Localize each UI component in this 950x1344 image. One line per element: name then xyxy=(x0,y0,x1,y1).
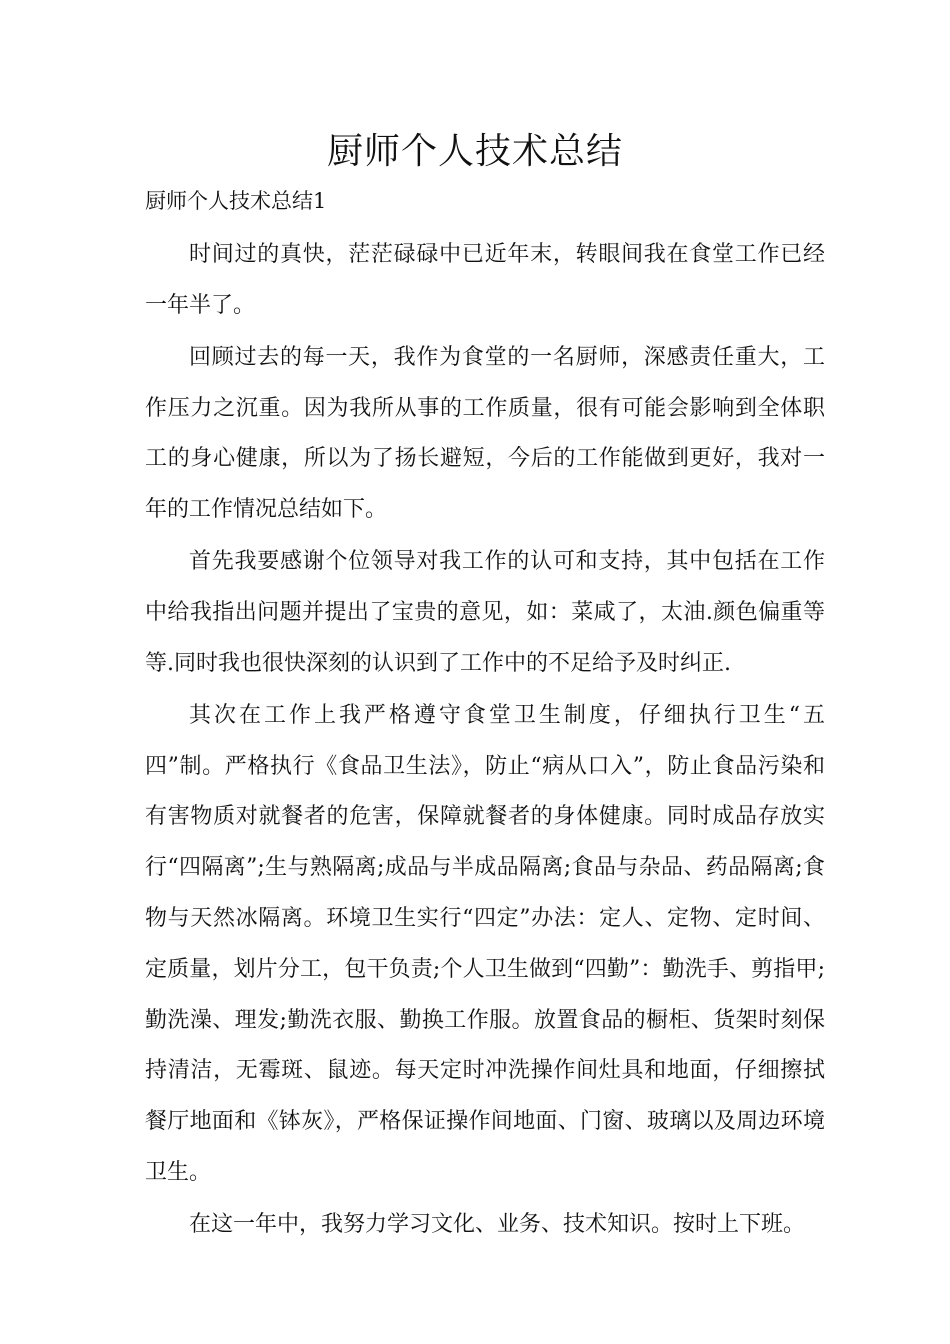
paragraph: 回顾过去的每一天，我作为食堂的一名厨师，深感责任重大，工作压力之沉重。因为我所从事的工作质量，很有可能会影响到全体职工的身心健康，所以为了扬长避短，今后的工作能做到更好，我对一年的工作情况总结如下。 xyxy=(145,344,825,523)
paragraph: 首先我要感谢个位领导对我工作的认可和支持，其中包括在工作中给我指出问题并提出了宝贵的意见，如：菜咸了，太油.颜色偏重等等.同时我也很快深刻的认识到了工作中的不足给予及时纠正. xyxy=(145,549,825,676)
document-title: 厨师个人技术总结 xyxy=(326,131,623,172)
paragraph: 在这一年中，我努力学习文化、业务、技术知识。按时上下班。 xyxy=(189,1211,806,1237)
paragraph: 其次在工作上我严格遵守食堂卫生制度，仔细执行卫生“五四”制。严格执行《食品卫生法》，防止“病从口入”，防止食品污染和有害物质对就餐者的危害，保障就餐者的身体健康。同时成品存放实行“四隔离”;生与熟隔离;成品与半成品隔离;食品与杂品、药品隔离;食物与天然冰隔离。环境卫生实行“四定”办法：定人、定物、定时间、定质量，划片分工，包干负责;个人卫生做到“四勤”：勤洗手、剪指甲;勤洗澡、理发;勤洗衣服、勤换工作服。放置食品的橱柜、货架时刻保持清洁，无霉斑、鼠迹。每天定时冲洗操作间灶具和地面，仔细擦拭餐厅地面和《钵灰》，严格保证操作间地面、门窗、玻璃以及周边环境卫生。 xyxy=(145,702,825,1185)
paragraph: 时间过的真快，茫茫碌碌中已近年末，转眼间我在食堂工作已经一年半了。 xyxy=(145,242,825,318)
section-heading: 厨师个人技术总结1 xyxy=(145,189,327,213)
document-body xyxy=(145,230,825,1252)
